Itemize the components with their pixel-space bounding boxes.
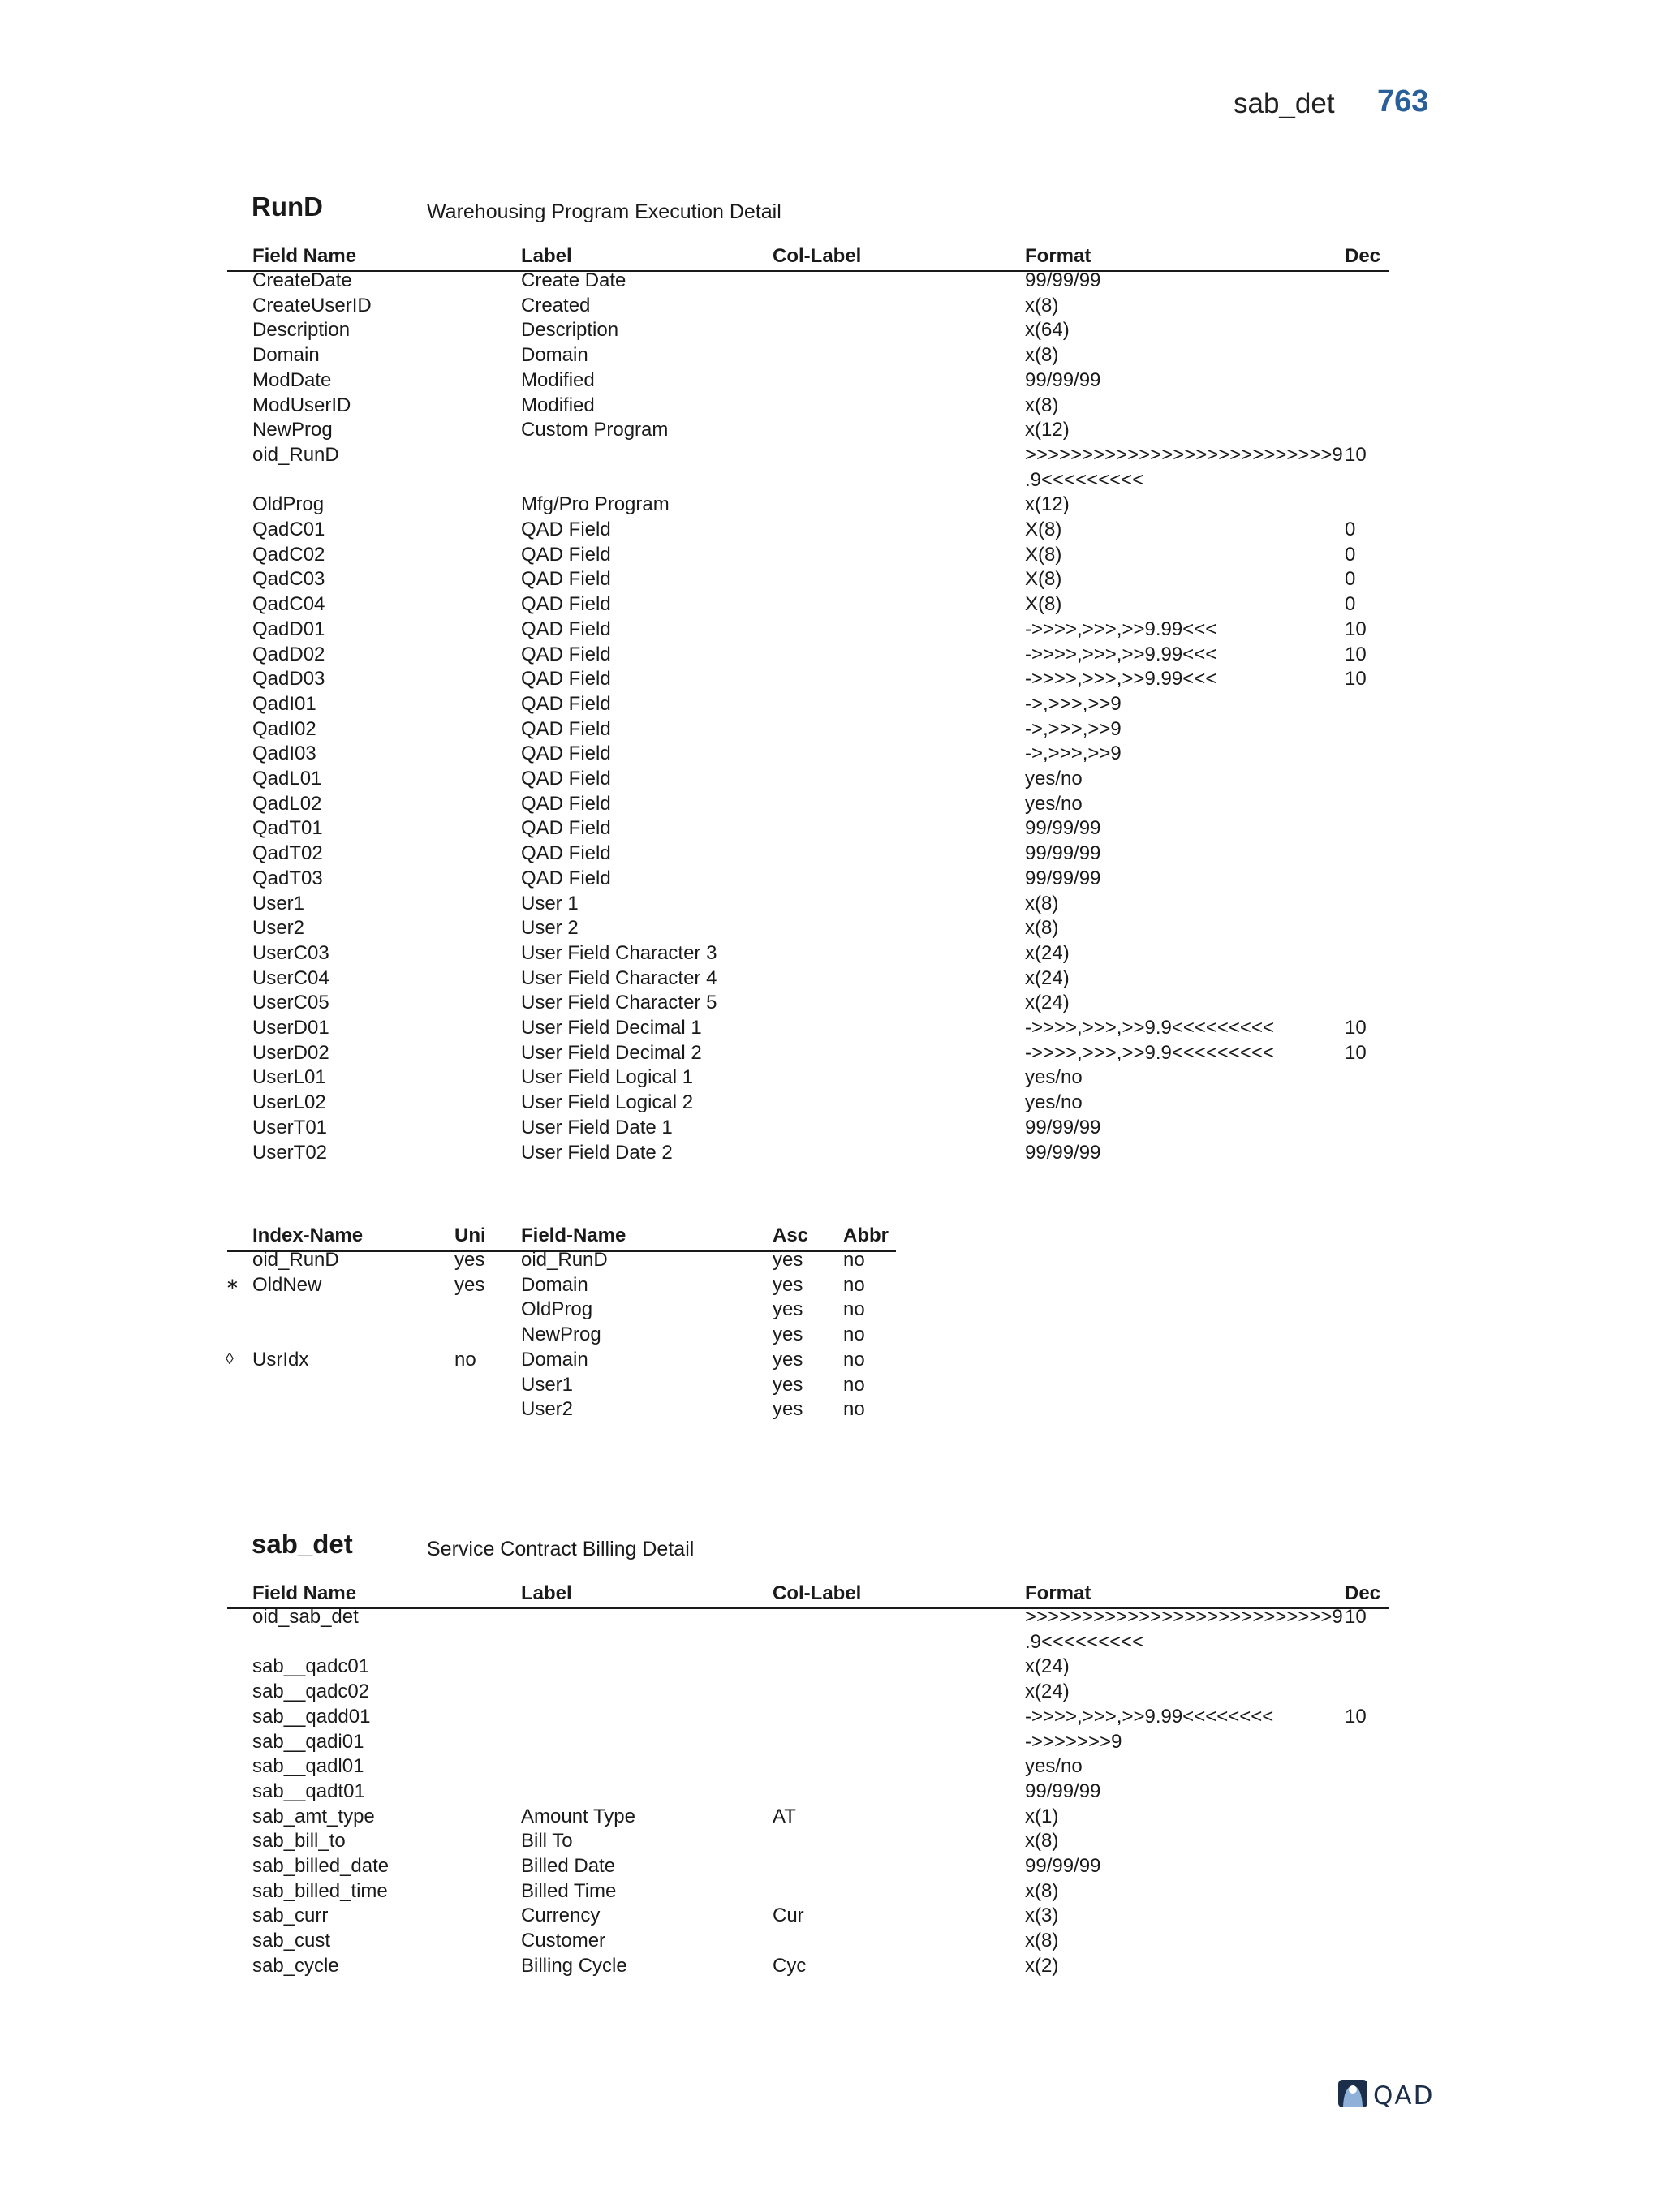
field-dec: 10 xyxy=(1345,1606,1367,1628)
field-format: x(24) xyxy=(1025,992,1070,1014)
field-name: QadT02 xyxy=(252,842,323,865)
column-header-asc: Asc xyxy=(773,1224,809,1246)
field-name: QadL01 xyxy=(252,768,322,790)
index-row xyxy=(0,1372,1662,1397)
field-name: Domain xyxy=(252,344,320,367)
sab-field-row xyxy=(0,1779,1662,1804)
index-name: OldNew xyxy=(252,1273,322,1296)
field-label: QAD Field xyxy=(521,519,611,540)
index-row xyxy=(0,1347,1662,1372)
sab-field-row xyxy=(0,1729,1662,1754)
field-name: sab__qadi01 xyxy=(252,1730,364,1753)
rund-field-row xyxy=(0,517,1662,542)
index-row xyxy=(0,1272,1662,1298)
column-header-index-field: Field-Name xyxy=(521,1224,626,1246)
rund-index-header xyxy=(0,1223,1662,1248)
field-format: 99/99/99 xyxy=(1025,1141,1101,1164)
sab-field-row xyxy=(0,1654,1662,1679)
field-label: User 1 xyxy=(521,892,579,914)
field-name: ModDate xyxy=(252,368,332,391)
field-format: >>>>>>>>>>>>>>>>>>>>>>>>>>>9 xyxy=(1025,1606,1343,1628)
field-name: User1 xyxy=(252,892,305,914)
field-name: sab__qadd01 xyxy=(252,1705,371,1728)
field-name: sab_cust xyxy=(252,1930,331,1952)
field-name: QadC03 xyxy=(252,568,325,591)
field-name: sab__qadc02 xyxy=(252,1681,370,1703)
field-label: QAD Field xyxy=(521,842,611,865)
field-format: X(8) xyxy=(1025,568,1062,591)
field-dec: 10 xyxy=(1345,618,1367,640)
index-abbreviated: no xyxy=(843,1373,865,1396)
field-label: QAD Field xyxy=(521,768,611,790)
sab-field-row xyxy=(0,1754,1662,1779)
field-format: ->,>>>,>>9 xyxy=(1025,742,1122,765)
field-name: QadC01 xyxy=(252,519,325,540)
rund-field-row xyxy=(0,741,1662,766)
rund-field-row xyxy=(0,866,1662,891)
field-name: UserL01 xyxy=(252,1066,326,1089)
column-header-label: Label xyxy=(521,245,572,267)
field-format: x(8) xyxy=(1025,1930,1059,1952)
index-field-name: User2 xyxy=(521,1398,574,1421)
field-col-label: Cyc xyxy=(773,1954,807,1977)
field-label: Bill To xyxy=(521,1830,573,1853)
index-field-name: Domain xyxy=(521,1348,588,1371)
rund-field-header xyxy=(0,243,1662,269)
field-label: User Field Decimal 2 xyxy=(521,1041,702,1064)
field-label: QAD Field xyxy=(521,543,611,566)
rund-field-row xyxy=(0,467,1662,493)
rund-field-row xyxy=(0,791,1662,816)
field-format: 99/99/99 xyxy=(1025,842,1101,865)
rund-field-row xyxy=(0,1065,1662,1090)
field-format: yes/no xyxy=(1025,1755,1083,1778)
rund-field-row xyxy=(0,990,1662,1015)
field-label: QAD Field xyxy=(521,792,611,815)
field-dec: 10 xyxy=(1345,1017,1367,1039)
index-field-name: Domain xyxy=(521,1273,588,1296)
index-ascending: yes xyxy=(773,1273,803,1296)
index-unique: no xyxy=(454,1348,476,1371)
field-label: Description xyxy=(521,319,619,342)
index-field-name: OldProg xyxy=(521,1298,593,1321)
field-label: User Field Decimal 1 xyxy=(521,1017,702,1039)
sab-field-row xyxy=(0,1878,1662,1904)
field-format: x(24) xyxy=(1025,966,1070,989)
field-label: QAD Field xyxy=(521,742,611,765)
field-format: x(1) xyxy=(1025,1805,1059,1827)
field-name: NewProg xyxy=(252,419,333,441)
field-label: User Field Date 1 xyxy=(521,1116,673,1138)
field-name: QadD02 xyxy=(252,643,325,665)
sab-field-row xyxy=(0,1928,1662,1953)
rund-field-row xyxy=(0,1040,1662,1065)
rund-field-row xyxy=(0,816,1662,841)
column-header-format: Format xyxy=(1025,245,1091,267)
field-name: QadC02 xyxy=(252,543,325,566)
field-format: x(8) xyxy=(1025,344,1059,367)
field-format: x(3) xyxy=(1025,1904,1059,1927)
section-title: sab_det xyxy=(1234,88,1335,119)
field-format: x(12) xyxy=(1025,493,1070,516)
field-label: Billing Cycle xyxy=(521,1954,627,1977)
field-name: CreateUserID xyxy=(252,294,372,316)
column-header-abbr: Abbr xyxy=(843,1224,889,1246)
field-name: UserC04 xyxy=(252,966,329,989)
index-abbreviated: no xyxy=(843,1298,865,1321)
field-name: ModUserID xyxy=(252,394,351,416)
field-label: User Field Character 4 xyxy=(521,966,717,989)
rund-field-row xyxy=(0,542,1662,567)
index-ascending: yes xyxy=(773,1298,803,1321)
column-header-label: Label xyxy=(521,1582,572,1604)
column-header-col-label: Col-Label xyxy=(773,1582,862,1604)
field-format: .9<<<<<<<<< xyxy=(1025,468,1144,491)
index-field-name: oid_RunD xyxy=(521,1249,608,1271)
field-format: x(8) xyxy=(1025,1879,1059,1902)
column-header-dec: Dec xyxy=(1345,1582,1381,1604)
field-format: x(8) xyxy=(1025,1830,1059,1853)
field-label: Billed Time xyxy=(521,1879,617,1902)
field-format: 99/99/99 xyxy=(1025,867,1101,889)
field-name: CreateDate xyxy=(252,269,352,291)
field-label: User 2 xyxy=(521,917,579,940)
field-name: UserT01 xyxy=(252,1116,328,1138)
logo-wordmark: QAD xyxy=(1373,2081,1435,2109)
sab-table-description: Service Contract Billing Detail xyxy=(427,1538,695,1560)
field-dec: 10 xyxy=(1345,1705,1367,1728)
field-label: Currency xyxy=(521,1904,601,1927)
field-label: QAD Field xyxy=(521,618,611,640)
sab-table-name: sab_det xyxy=(252,1529,353,1559)
field-name: sab_curr xyxy=(252,1904,329,1927)
field-format: x(8) xyxy=(1025,892,1059,914)
field-dec: 0 xyxy=(1345,519,1356,540)
field-name: sab_amt_type xyxy=(252,1805,375,1827)
field-name: QadD01 xyxy=(252,618,325,640)
rund-field-row xyxy=(0,317,1662,342)
field-format: ->>>>,>>>,>>9.99<<< xyxy=(1025,668,1217,691)
field-format: x(64) xyxy=(1025,319,1070,342)
field-format: x(8) xyxy=(1025,394,1059,416)
field-label: Billed Date xyxy=(521,1855,616,1877)
rund-field-row xyxy=(0,566,1662,592)
field-label: User Field Logical 2 xyxy=(521,1091,694,1114)
column-header-index-name: Index-Name xyxy=(252,1224,364,1246)
field-format: .9<<<<<<<<< xyxy=(1025,1630,1144,1653)
field-dec: 10 xyxy=(1345,643,1367,665)
index-row xyxy=(0,1247,1662,1272)
field-name: UserC03 xyxy=(252,941,329,964)
field-label: QAD Field xyxy=(521,643,611,665)
field-format: ->>>>,>>>,>>9.9<<<<<<<<< xyxy=(1025,1041,1274,1064)
index-abbreviated: no xyxy=(843,1323,865,1346)
field-name: QadT01 xyxy=(252,817,323,840)
field-format: yes/no xyxy=(1025,1091,1083,1114)
field-label: User Field Character 5 xyxy=(521,992,717,1014)
field-format: yes/no xyxy=(1025,792,1083,815)
field-format: 99/99/99 xyxy=(1025,1855,1101,1877)
index-abbreviated: no xyxy=(843,1348,865,1371)
field-name: sab_billed_time xyxy=(252,1879,388,1902)
field-name: sab__qadt01 xyxy=(252,1779,365,1802)
index-ascending: yes xyxy=(773,1323,803,1346)
rund-field-row xyxy=(0,1015,1662,1040)
field-format: 99/99/99 xyxy=(1025,368,1101,391)
index-abbreviated: no xyxy=(843,1273,865,1296)
rund-field-row xyxy=(0,268,1662,293)
rund-field-row xyxy=(0,666,1662,691)
index-abbreviated: no xyxy=(843,1398,865,1421)
rund-field-row xyxy=(0,915,1662,940)
field-format: yes/no xyxy=(1025,1066,1083,1089)
index-field-name: NewProg xyxy=(521,1323,601,1346)
field-format: ->,>>>,>>9 xyxy=(1025,692,1122,715)
sab-field-row xyxy=(0,1853,1662,1878)
field-name: QadC04 xyxy=(252,593,325,616)
field-name: sab_billed_date xyxy=(252,1855,390,1877)
rund-field-row xyxy=(0,841,1662,866)
field-name: sab_bill_to xyxy=(252,1830,346,1853)
field-label: Domain xyxy=(521,344,588,367)
field-name: QadL02 xyxy=(252,792,322,815)
field-format: yes/no xyxy=(1025,768,1083,790)
field-format: ->,>>>,>>9 xyxy=(1025,717,1122,740)
index-ascending: yes xyxy=(773,1249,803,1271)
index-name: UsrIdx xyxy=(252,1348,309,1371)
qad-logo xyxy=(1337,2076,1457,2109)
field-dec: 10 xyxy=(1345,1041,1367,1064)
sab-field-row xyxy=(0,1704,1662,1729)
rund-field-row xyxy=(0,417,1662,442)
index-abbreviated: no xyxy=(843,1249,865,1271)
rund-table-description: Warehousing Program Execution Detail xyxy=(427,200,781,223)
index-ascending: yes xyxy=(773,1373,803,1396)
field-name: UserD02 xyxy=(252,1041,329,1064)
field-label: QAD Field xyxy=(521,668,611,691)
field-name: UserT02 xyxy=(252,1141,328,1164)
field-format: X(8) xyxy=(1025,593,1062,616)
field-label: QAD Field xyxy=(521,717,611,740)
field-col-label: Cur xyxy=(773,1904,804,1927)
field-format: x(24) xyxy=(1025,941,1070,964)
sab-field-row xyxy=(0,1679,1662,1704)
field-format: ->>>>,>>>,>>9.99<<<<<<<< xyxy=(1025,1705,1274,1728)
sab-field-row xyxy=(0,1804,1662,1829)
field-format: 99/99/99 xyxy=(1025,269,1101,291)
rund-field-row xyxy=(0,717,1662,742)
field-name: QadT03 xyxy=(252,867,323,889)
field-name: sab_cycle xyxy=(252,1954,339,1977)
field-col-label: AT xyxy=(773,1805,796,1827)
sab-field-row xyxy=(0,1604,1662,1629)
field-format: 99/99/99 xyxy=(1025,1779,1101,1802)
field-dec: 0 xyxy=(1345,593,1356,616)
rund-field-row xyxy=(0,293,1662,318)
field-format: x(8) xyxy=(1025,917,1059,940)
field-label: User Field Date 2 xyxy=(521,1141,673,1164)
field-name: Description xyxy=(252,319,351,342)
field-format: X(8) xyxy=(1025,519,1062,540)
index-row xyxy=(0,1322,1662,1347)
rund-field-row xyxy=(0,766,1662,791)
field-name: UserD01 xyxy=(252,1017,329,1039)
field-format: x(2) xyxy=(1025,1954,1059,1977)
field-name: UserL02 xyxy=(252,1091,326,1114)
rund-table-name: RunD xyxy=(252,192,323,222)
field-name: sab__qadl01 xyxy=(252,1755,364,1778)
field-name: OldProg xyxy=(252,493,325,516)
field-label: QAD Field xyxy=(521,568,611,591)
index-row xyxy=(0,1396,1662,1422)
field-dec: 0 xyxy=(1345,568,1356,591)
field-format: ->>>>,>>>,>>9.99<<< xyxy=(1025,618,1217,640)
rund-field-row xyxy=(0,393,1662,418)
sab-field-row xyxy=(0,1953,1662,1978)
index-unique: yes xyxy=(454,1273,485,1296)
field-format: X(8) xyxy=(1025,543,1062,566)
rund-field-row xyxy=(0,642,1662,667)
index-marker: ◊ xyxy=(226,1349,234,1368)
field-label: Mfg/Pro Program xyxy=(521,493,670,516)
rund-field-row xyxy=(0,1115,1662,1140)
rund-field-row xyxy=(0,966,1662,991)
field-label: Modified xyxy=(521,368,595,391)
rund-field-row xyxy=(0,368,1662,393)
rund-field-row xyxy=(0,1140,1662,1165)
field-format: ->>>>,>>>,>>9.99<<< xyxy=(1025,643,1217,665)
column-header-format: Format xyxy=(1025,1582,1091,1604)
index-unique: yes xyxy=(454,1249,485,1271)
sab-field-header xyxy=(0,1581,1662,1606)
rund-field-row xyxy=(0,940,1662,966)
qad-logo-mark xyxy=(1337,2076,1457,2109)
rund-field-row xyxy=(0,691,1662,717)
field-label: Created xyxy=(521,294,591,316)
sab-field-row xyxy=(0,1629,1662,1655)
field-name: oid_RunD xyxy=(252,443,339,466)
column-header-field-name: Field Name xyxy=(252,1582,357,1604)
field-dec: 10 xyxy=(1345,668,1367,691)
field-format: 99/99/99 xyxy=(1025,817,1101,840)
field-format: >>>>>>>>>>>>>>>>>>>>>>>>>>>9 xyxy=(1025,443,1343,466)
field-label: QAD Field xyxy=(521,692,611,715)
field-label: QAD Field xyxy=(521,817,611,840)
field-label: Create Date xyxy=(521,269,626,291)
index-ascending: yes xyxy=(773,1348,803,1371)
field-format: x(12) xyxy=(1025,419,1070,441)
field-name: QadI01 xyxy=(252,692,316,715)
column-header-col-label: Col-Label xyxy=(773,245,862,267)
rund-field-row xyxy=(0,617,1662,642)
field-label: Amount Type xyxy=(521,1805,635,1827)
rund-field-row xyxy=(0,592,1662,617)
field-format: ->>>>>>>9 xyxy=(1025,1730,1122,1753)
column-header-dec: Dec xyxy=(1345,245,1381,267)
index-field-name: User1 xyxy=(521,1373,574,1396)
field-format: 99/99/99 xyxy=(1025,1116,1101,1138)
field-name: oid_sab_det xyxy=(252,1606,359,1628)
sab-field-row xyxy=(0,1828,1662,1853)
field-label: User Field Character 3 xyxy=(521,941,717,964)
field-dec: 0 xyxy=(1345,543,1356,566)
field-name: QadI03 xyxy=(252,742,316,765)
index-ascending: yes xyxy=(773,1398,803,1421)
field-format: x(24) xyxy=(1025,1655,1070,1678)
field-label: QAD Field xyxy=(521,867,611,889)
index-marker: ∗ xyxy=(226,1275,239,1293)
rund-field-row xyxy=(0,891,1662,916)
field-name: UserC05 xyxy=(252,992,329,1014)
field-name: sab__qadc01 xyxy=(252,1655,370,1678)
field-name: QadI02 xyxy=(252,717,316,740)
rund-field-row xyxy=(0,1090,1662,1115)
field-label: Custom Program xyxy=(521,419,669,441)
field-name: User2 xyxy=(252,917,305,940)
sab-field-row xyxy=(0,1903,1662,1928)
rund-field-row xyxy=(0,342,1662,368)
field-format: x(24) xyxy=(1025,1681,1070,1703)
page-number: 763 xyxy=(1377,84,1429,118)
column-header-field-name: Field Name xyxy=(252,245,357,267)
rund-field-row xyxy=(0,492,1662,517)
index-row xyxy=(0,1297,1662,1322)
field-name: QadD03 xyxy=(252,668,325,691)
field-format: x(8) xyxy=(1025,294,1059,316)
field-format: ->>>>,>>>,>>9.9<<<<<<<<< xyxy=(1025,1017,1274,1039)
field-label: User Field Logical 1 xyxy=(521,1066,694,1089)
column-header-uni: Uni xyxy=(454,1224,486,1246)
field-dec: 10 xyxy=(1345,443,1367,466)
index-name: oid_RunD xyxy=(252,1249,339,1271)
field-label: Customer xyxy=(521,1930,606,1952)
rund-field-row xyxy=(0,442,1662,467)
field-label: Modified xyxy=(521,394,595,416)
field-label: QAD Field xyxy=(521,593,611,616)
